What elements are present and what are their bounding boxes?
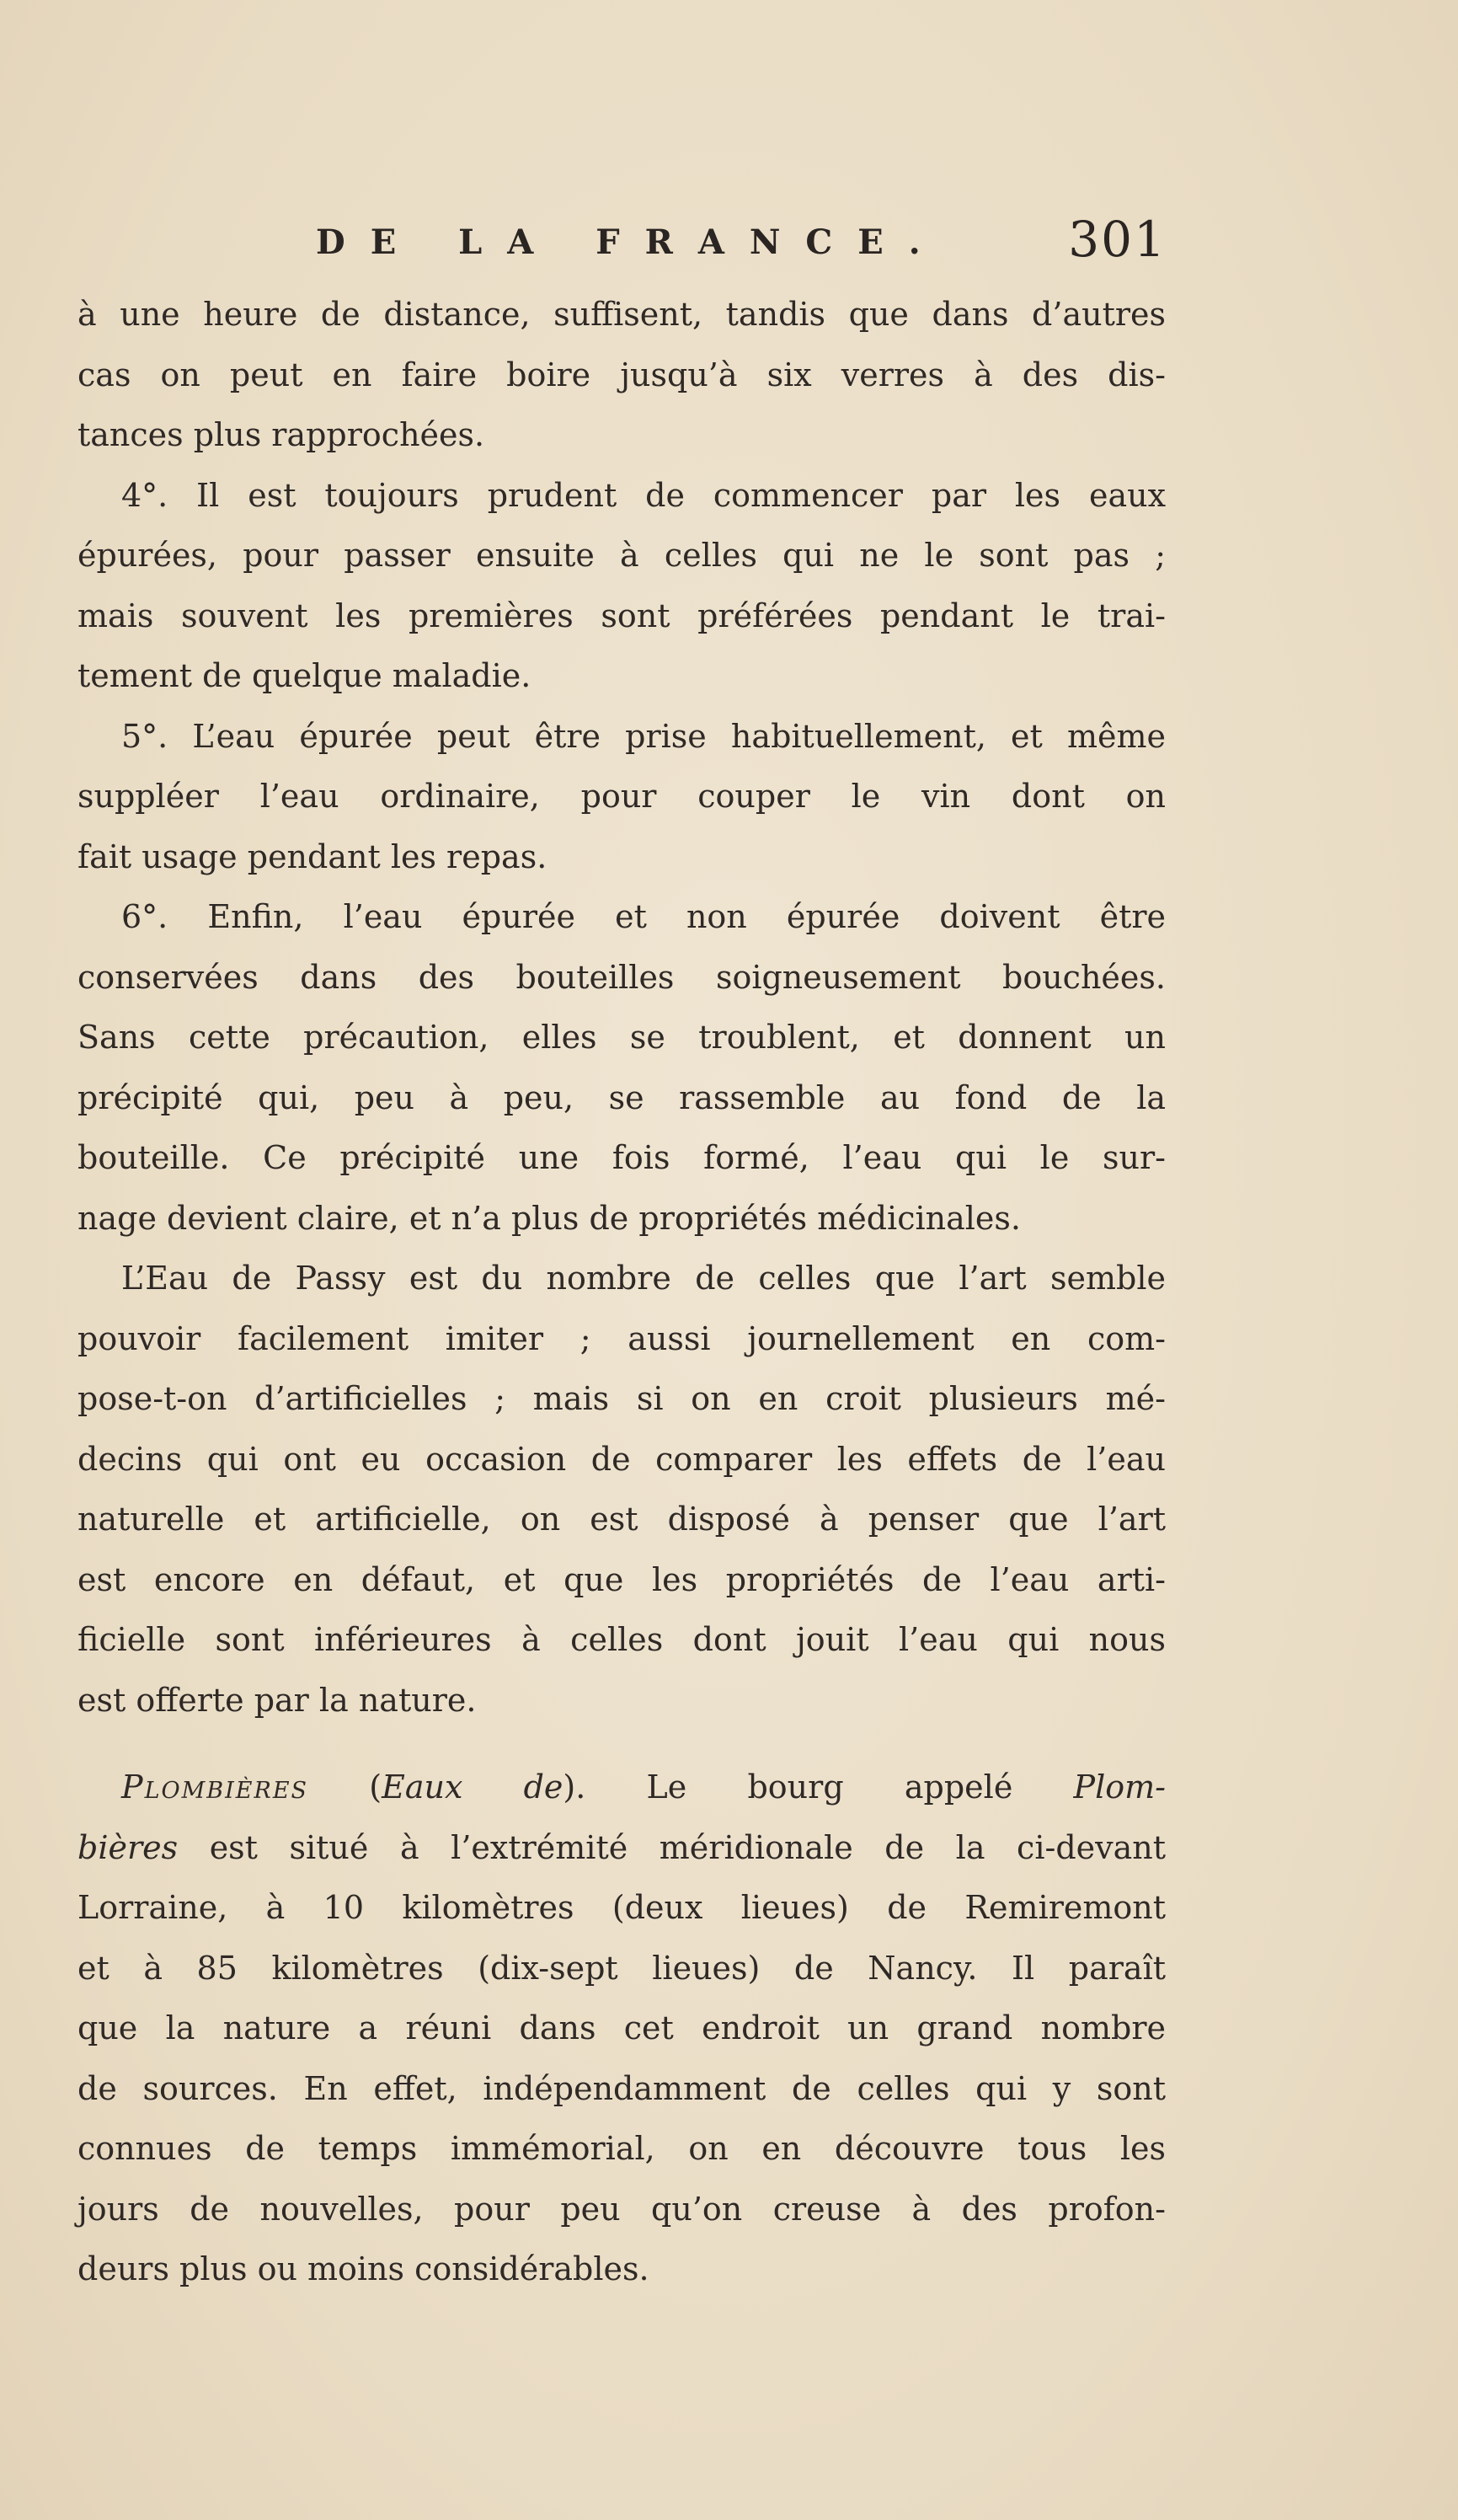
page-header [316, 211, 1167, 270]
text-line: tances plus rapprochées. [77, 416, 485, 453]
text-line: naturelle et artificielle, on est disposé à penser que l’art [77, 1501, 1166, 1538]
paragraph-2 [77, 466, 1166, 707]
text-line: que la nature a réuni dans cet endroit un grand nombre [77, 2009, 1166, 2046]
body-text [77, 285, 1166, 2300]
text-line: est encore en défaut, et que les propriétés de l’eau arti- [77, 1560, 1166, 1598]
paragraph-5 [77, 1249, 1166, 1731]
text-run: est situé à l’extrémité méridionale de la ci-devant [178, 1828, 1166, 1866]
text-line: de sources. En effet, indépendamment de celles qui y sont [77, 2069, 1166, 2107]
text-line: épurées, pour passer ensuite à celles qui ne le sont pas ; [77, 537, 1166, 574]
paragraph-3 [77, 707, 1166, 888]
text-line: Lorraine, à 10 kilomètres (deux lieues) de Remiremont [77, 1889, 1166, 1926]
text-line: jours de nouvelles, pour peu qu’on creuse à des profon- [77, 2190, 1166, 2228]
text-line: et à 85 kilomètres (dix-sept lieues) de Nancy. Il paraît [77, 1949, 1166, 1987]
text-line [77, 1758, 1166, 1818]
text-line: mais souvent les premières sont préférées pendant le trai- [77, 597, 1166, 634]
entry-subheading: Eaux de [382, 1768, 563, 1806]
text-line [77, 1818, 1166, 1879]
text-line: précipité qui, peu à peu, se rassemble au fond de la [77, 1078, 1166, 1116]
text-line: fait usage pendant les repas. [77, 837, 547, 875]
text-line: ficielle sont inférieures à celles dont jouit l’eau qui nous [77, 1621, 1166, 1658]
paragraph-1 [77, 285, 1166, 466]
text-line: nage devient claire, et n’a plus de propriétés médicinales. [77, 1199, 1021, 1237]
text-line: pouvoir facilement imiter ; aussi journellement en com- [77, 1319, 1166, 1357]
entry-heading: Plombières [121, 1768, 309, 1806]
italic-term: Plom- [1073, 1768, 1167, 1806]
text-line: pose-t-on d’artificielles ; mais si on en croit plusieurs mé- [77, 1380, 1166, 1417]
text-line: deurs plus ou moins considérables. [77, 2250, 649, 2287]
text-line: L’Eau de Passy est du nombre de celles que l’art semble [121, 1260, 1166, 1297]
running-title: DE LA FRANCE. [316, 222, 946, 262]
text-line: à une heure de distance, suffisent, tandis que dans d’autres [77, 296, 1166, 333]
text-line: 5°. L’eau épurée peut être prise habituellement, et même [121, 717, 1166, 755]
text-run: ( [308, 1768, 382, 1806]
text-line: 6°. Enfin, l’eau épurée et non épurée doivent être [121, 898, 1166, 935]
text-line: bouteille. Ce précipité une fois formé, l’eau qui le sur- [77, 1139, 1166, 1176]
text-line: 4°. Il est toujours prudent de commencer par les eaux [121, 476, 1166, 514]
text-line: decins qui ont eu occasion de comparer les effets de l’eau [77, 1440, 1166, 1478]
paragraph-4 [77, 887, 1166, 1249]
text-line: conservées dans des bouteilles soigneusement bouchées. [77, 958, 1166, 996]
page-number: 301 [1068, 211, 1167, 268]
text-line: cas on peut en faire boire jusqu’à six verres à des dis- [77, 356, 1166, 393]
text-line: suppléer l’eau ordinaire, pour couper le vin dont on [77, 778, 1166, 815]
paragraph-gap [77, 1731, 1166, 1758]
text-line: est offerte par la nature. [77, 1681, 477, 1719]
paragraph-6 [77, 1758, 1166, 2300]
text-line: Sans cette précaution, elles se troublent, et donnent un [77, 1019, 1166, 1056]
text-run: ). Le bourg appelé [563, 1768, 1074, 1806]
text-line: tement de quelque maladie. [77, 657, 531, 694]
text-line: connues de temps immémorial, on en découvre tous les [77, 2130, 1166, 2167]
italic-term: bières [77, 1828, 179, 1866]
